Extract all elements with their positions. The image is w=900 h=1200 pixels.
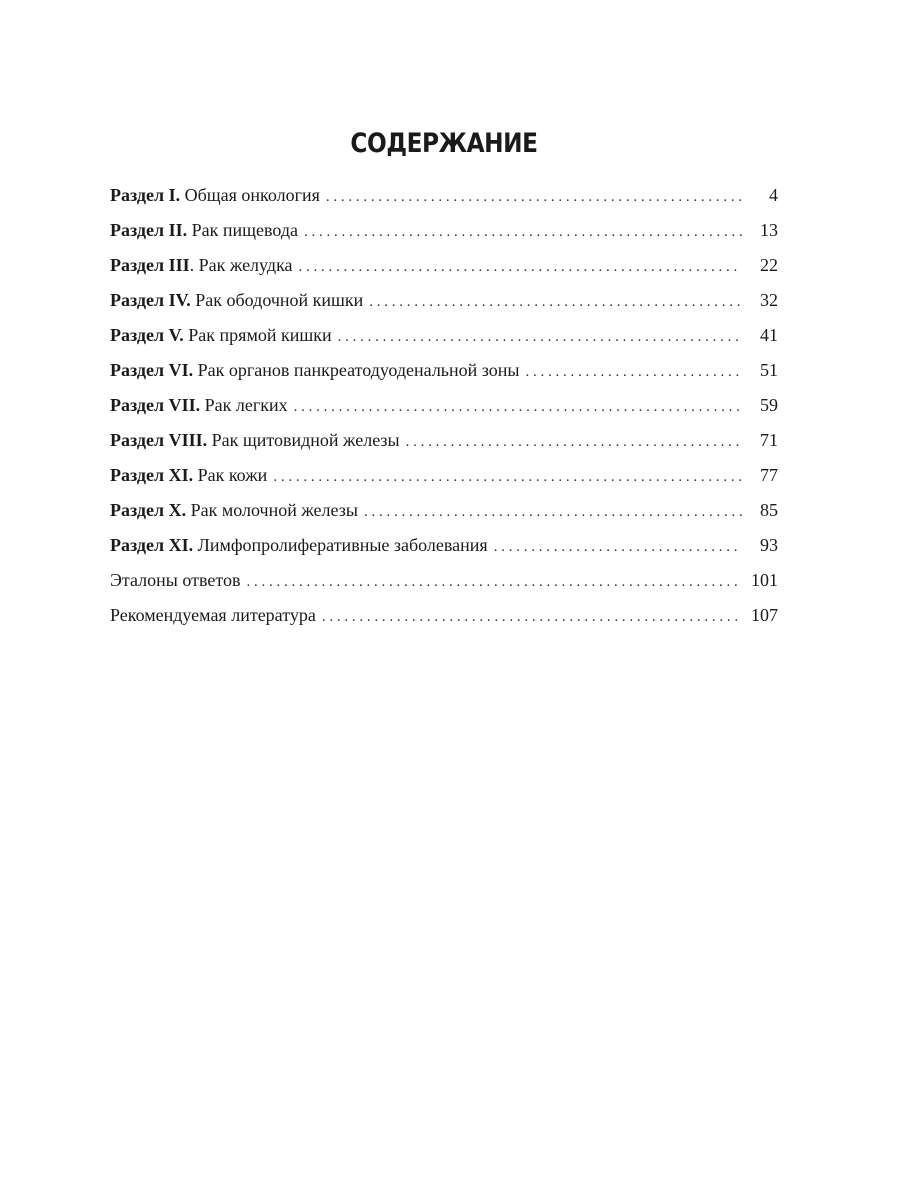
section-title: Рак пищевода [187,220,298,240]
toc-entry-section-6 [110,353,778,388]
dot-leader [322,600,742,635]
dot-leader [246,565,742,600]
section-label: Раздел XI. [110,535,194,555]
page-number: 41 [760,325,778,345]
section-title: Рекомендуемая литература [110,605,316,625]
dot-leader [273,460,742,495]
toc-entry-text [110,493,364,528]
dot-leader [299,250,742,285]
toc-entry-section-4 [110,283,778,318]
toc-entry-text [110,423,406,458]
section-label: Раздел VII. [110,395,201,415]
toc-entry-text [110,248,299,283]
toc-entry-section-9 [110,458,778,493]
section-title: Рак органов панкреатодуоденальной зоны [193,360,520,380]
dot-leader [338,320,742,355]
toc-entry-text [110,388,294,423]
dot-leader [364,495,742,530]
page-number: 101 [751,570,778,590]
toc-entry-answer-key [110,563,778,598]
section-label: Раздел VI. [110,360,194,380]
section-title: Рак кожи [193,465,268,485]
page-number: 4 [769,185,778,205]
toc-entry-text [110,528,494,563]
toc-entry-text [110,598,322,633]
section-title: Рак прямой кишки [183,325,332,345]
dot-leader [494,530,742,565]
section-title: Рак легких [200,395,288,415]
dot-leader [369,285,742,320]
section-title: . Рак желудка [189,255,293,275]
toc-entry-text [110,283,369,318]
toc-entry-section-3 [110,248,778,283]
section-title: Рак молочной железы [186,500,358,520]
toc-entry-section-7 [110,388,778,423]
toc-entry-section-8 [110,423,778,458]
toc-entry-section-5 [110,318,778,353]
page-number: 77 [760,465,778,485]
toc-entry-section-1 [110,178,778,213]
toc-entry-section-11 [110,528,778,563]
dot-leader [526,355,742,390]
section-label: Раздел V. [110,325,184,345]
section-label: Раздел X. [110,500,187,520]
dot-leader [294,390,742,425]
section-title: Рак щитовидной железы [207,430,400,450]
section-title: Лимфопролиферативные заболевания [193,535,488,555]
page-number: 51 [760,360,778,380]
dot-leader [304,215,742,250]
section-label: Раздел III [110,255,190,275]
toc-entry-text [110,458,273,493]
section-label: Раздел VIII. [110,430,208,450]
page-number: 93 [760,535,778,555]
section-title: Эталоны ответов [110,570,241,590]
section-label: Раздел XI. [110,465,194,485]
page-title: СОДЕРЖАНИЕ [350,128,538,159]
page-number: 13 [760,220,778,240]
page-number: 85 [760,500,778,520]
toc-entry-text [110,213,304,248]
toc-entry-references [110,598,778,633]
section-label: Раздел II. [110,220,188,240]
toc-entry-text [110,353,526,388]
page-number: 107 [751,605,778,625]
page-number: 22 [760,255,778,275]
dot-leader [406,425,742,460]
table-of-contents [110,178,778,633]
toc-entry-section-2 [110,213,778,248]
toc-entry-text [110,178,326,213]
toc-entry-section-10 [110,493,778,528]
page-number: 71 [760,430,778,450]
toc-entry-text [110,318,338,353]
page-number: 32 [760,290,778,310]
section-label: Раздел IV. [110,290,191,310]
toc-entry-text [110,563,246,598]
section-title: Общая онкология [180,185,320,205]
dot-leader [326,180,742,215]
page-number: 59 [760,395,778,415]
section-label: Раздел I. [110,185,181,205]
section-title: Рак ободочной кишки [190,290,364,310]
